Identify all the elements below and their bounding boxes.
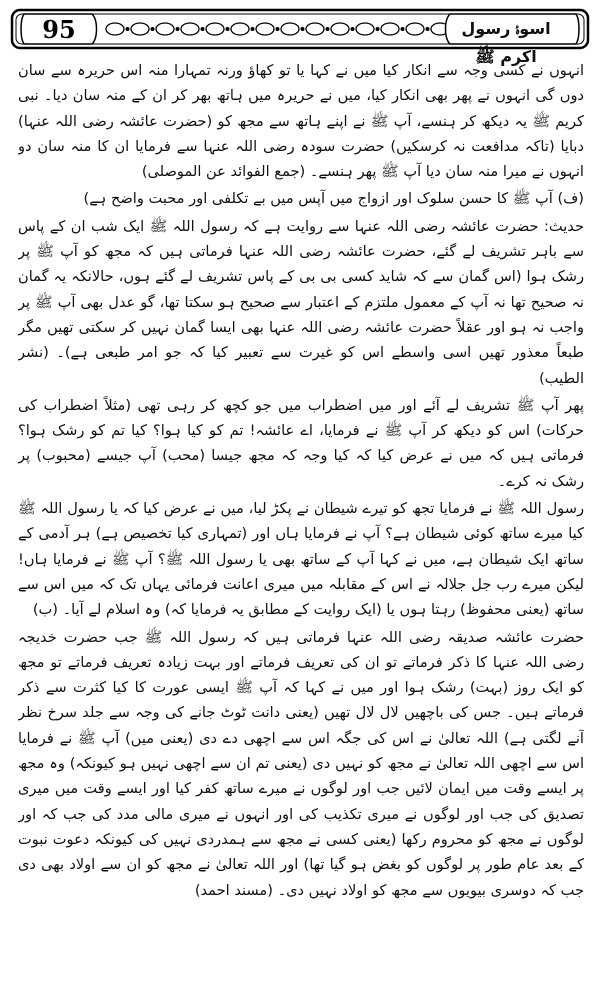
paragraph-4: پھر آپ ﷺ تشریف لے آئے اور میں اضطراب میں جو کچھ کر رہی تھی (مثلاً اضطراب کی حرکات) اس کو دیکھ کر آپ ﷺ نے فرمایا، اے عائشہ! تم کو کیا ہوا؟ کیا تم کو رشک ہوا؟ فرماتی ہیں کہ میں نے عرض کیا کہ کیا وجہ کہ مجھ جیسا (محب) آپ جیسے (محبوب) پر رشک نہ کرے۔ [18, 396, 584, 490]
paragraph-6: حضرت عائشہ صدیقہ رضی اللہ عنہا فرماتی ہیں کہ رسول اللہ ﷺ جب حضرت خدیجہ رضی اللہ عنہا کا ذکر فرماتے تو ان کی تعریف فرماتے اور بہت زیادہ تعریف فرماتے تو مجھ کو ایک روز (بہت) رشک ہوا اور میں نے کہا کہ آپ ﷺ ایسی عورت کا کیا کثرت سے ذکر فرماتے ہیں۔ جس کی باچھیں لال لال تھیں (یعنی دانت ٹوٹ جانے کی وجہ سے جلد سرخ نظر آنے لگتی ہے) اللہ تعالیٰ نے اس کی جگہ اس سے اچھی دے دی (یعنی میں) آپ ﷺ نے فرمایا اس سے اچھی اللہ تعالیٰ نے مجھ کو نہیں دی (یعنی تم ان سے اچھی نہیں ہو کیونکہ) وہ مجھ پر ایسے وقت میں ایمان لائیں جب اور لوگوں نے میرے ساتھ کفر کیا اور ایسے وقت میں میری تصدیق کی جب اور لوگوں نے میری تکذیب کی اور انہوں نے میری مالی مدد کی جب کہ اور لوگوں نے مجھ کو محروم رکھا (یعنی کسی نے مجھ سے ہمدردی نہیں کی کیونکہ دعوت نبوت کے بعد عام طور پر لوگوں کو بغض ہو گیا تھا) اور اللہ تعالیٰ نے مجھ کو ان سے اولاد بھی دی جب کہ دوسری بیویوں سے مجھ کو اولاد نہیں دی۔ (مسند احمد) [18, 628, 584, 899]
paragraph-3: حدیث: حضرت عائشہ رضی اللہ عنہا سے روایت ہے کہ رسول اللہ ﷺ ایک شب ان کے پاس سے باہر تشریف لے گئے، حضرت عائشہ رضی اللہ عنہا فرماتی ہیں کہ مجھ کو آپ ﷺ پر رشک ہوا (اس گمان سے کہ شاید کسی بی بی کے پاس تشریف لے گئے ہوں، حالانکہ یہ گمان نہ صحیح تھا نہ آپ کے معمول ملتزم کے اعتبار سے صحیح ہو سکتا تھا، گو عدل بھی آپ ﷺ پر واجب نہ ہو اور عقلاً حضرت عائشہ رضی اللہ عنہا بھی ایسا گمان نہیں کر سکتی تھیں مگر طبعاً معذور تھیں اسی واسطے اس کو غیرت سے تعبیر کیا کہ جو امر طبعی ہے)۔ (نشر الطیب) [18, 217, 584, 387]
paragraph-5: رسول اللہ ﷺ نے فرمایا تجھ کو تیرے شیطان نے پکڑ لیا، میں نے عرض کیا کہ یا رسول اللہ ﷺ کیا میرے ساتھ کوئی شیطان ہے؟ آپ نے فرمایا ہاں اور (تمہاری کیا تخصیص ہے) ہر آدمی کے ساتھ ایک شیطان ہے، میں نے کہا آپ کے ساتھ بھی یا رسول اللہ ﷺ؟ آپ ﷺ نے فرمایا ہاں! لیکن میرے رب جل جلالہ نے اس کے مقابلہ میں میری اعانت فرمائی یہاں تک کہ میں اس سے ساتھ (یعنی محفوظ) رہتا ہوں یا (ایک روایت کے مطابق یہ فرمایا کہ) وہ اسلام لے آیا۔ (ب) [18, 500, 584, 619]
body-text [18, 58, 584, 973]
page-number: 95 [42, 15, 76, 44]
page-header [10, 6, 590, 66]
paragraph-1: انہوں نے کسی وجہ سے انکار کیا میں نے کہا یا تو کھاؤ ورنہ تمہارا منہ اس حریرہ سے سان دوں گی انہوں نے پھر بھی انکار کیا، میں نے حریرہ میں ہاتھ بھر کر ان کے منہ سان دیا۔ نبی کریم ﷺ یہ دیکھ کر ہنسے، آپ ﷺ نے اپنے ہاتھ سے مجھ کو (حضرت عائشہ رضی اللہ عنہا) دبایا (تاکہ مدافعت نہ کرسکیں) حضرت سودہ رضی اللہ عنہا سے فرمایا ان کا منہ سان دو انہوں نے میرا منہ سان دیا آپ ﷺ پھر ہنسے۔ (جمع الفوائد عن الموصلی) [18, 62, 584, 181]
paragraph-2: (ف) آپ ﷺ کا حسن سلوک اور ازواج میں آپس میں بے تکلفی اور محبت واضح ہے) [83, 190, 584, 208]
running-title: اسوۂ رسول اکرم ﷺ [461, 19, 551, 66]
